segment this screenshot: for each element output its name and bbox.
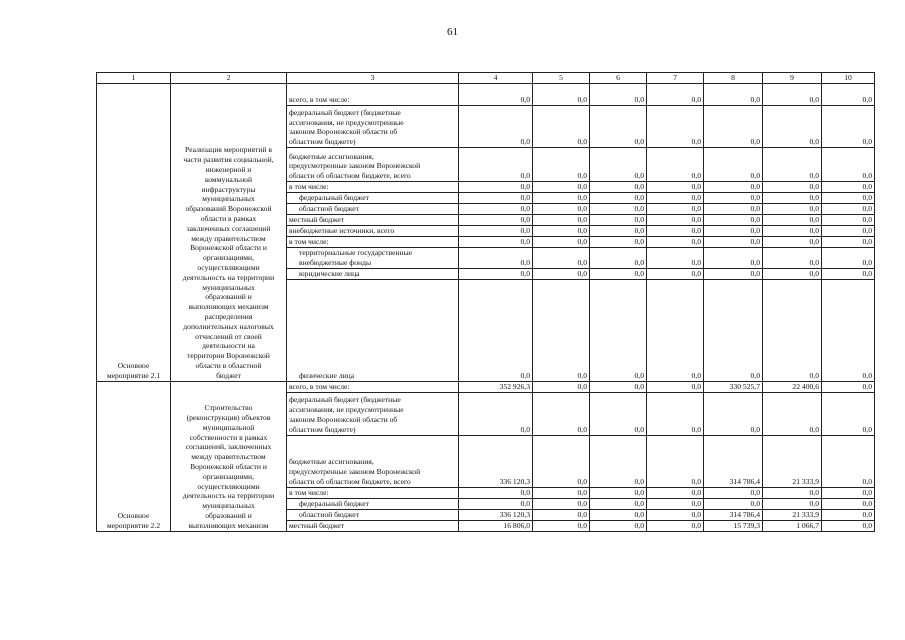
amount-cell: 0,0 bbox=[647, 148, 704, 182]
amount-cell: 0,0 bbox=[704, 204, 763, 215]
amount-cell: 0,0 bbox=[763, 226, 822, 237]
table-body bbox=[97, 73, 875, 532]
amount-cell: 0,0 bbox=[763, 248, 822, 269]
amount-cell: 0,0 bbox=[533, 106, 590, 148]
amount-cell: 0,0 bbox=[590, 279, 647, 381]
funding-source-label: внебюджетные источники, всего bbox=[287, 226, 459, 237]
amount-cell: 0,0 bbox=[763, 268, 822, 279]
amount-cell: 1 066,7 bbox=[763, 520, 822, 531]
amount-cell: 0,0 bbox=[704, 237, 763, 248]
amount-cell: 0,0 bbox=[822, 237, 875, 248]
header-row bbox=[97, 73, 875, 84]
funding-source-label: в том числе: bbox=[287, 237, 459, 248]
funding-source-label: всего, в том числе: bbox=[287, 84, 459, 106]
amount-cell: 0,0 bbox=[459, 279, 533, 381]
amount-cell: 0,0 bbox=[590, 498, 647, 509]
amount-cell: 0,0 bbox=[533, 84, 590, 106]
amount-cell: 0,0 bbox=[704, 498, 763, 509]
funding-source-label: федеральный бюджет (бюджетные ассигнования, не предусмотренные законом Воронежской области об областном бюджете) bbox=[287, 392, 459, 435]
amount-cell: 21 333,9 bbox=[763, 435, 822, 487]
amount-cell: 15 739,3 bbox=[704, 520, 763, 531]
amount-cell: 0,0 bbox=[763, 182, 822, 193]
amount-cell: 0,0 bbox=[533, 226, 590, 237]
amount-cell: 0,0 bbox=[459, 248, 533, 269]
column-header: 4 bbox=[459, 73, 533, 84]
amount-cell: 336 120,3 bbox=[459, 435, 533, 487]
amount-cell: 0,0 bbox=[459, 193, 533, 204]
amount-cell: 0,0 bbox=[533, 509, 590, 520]
amount-cell: 0,0 bbox=[822, 498, 875, 509]
amount-cell: 0,0 bbox=[647, 226, 704, 237]
amount-cell: 0,0 bbox=[533, 193, 590, 204]
amount-cell: 0,0 bbox=[533, 435, 590, 487]
amount-cell: 0,0 bbox=[533, 248, 590, 269]
funding-source-label: федеральный бюджет bbox=[287, 193, 459, 204]
amount-cell: 0,0 bbox=[590, 487, 647, 498]
amount-cell: 0,0 bbox=[647, 509, 704, 520]
amount-cell: 0,0 bbox=[822, 509, 875, 520]
amount-cell: 0,0 bbox=[459, 182, 533, 193]
amount-cell: 0,0 bbox=[459, 106, 533, 148]
column-header: 8 bbox=[704, 73, 763, 84]
amount-cell: 0,0 bbox=[647, 193, 704, 204]
amount-cell: 0,0 bbox=[459, 392, 533, 435]
table-row bbox=[97, 381, 875, 392]
amount-cell: 0,0 bbox=[590, 509, 647, 520]
funding-source-label: бюджетные ассигнования, предусмотренные законом Воронежской области об областном бюджете, всего bbox=[287, 435, 459, 487]
amount-cell: 0,0 bbox=[590, 435, 647, 487]
amount-cell: 0,0 bbox=[704, 279, 763, 381]
funding-source-label: областной бюджет bbox=[287, 509, 459, 520]
amount-cell: 0,0 bbox=[533, 148, 590, 182]
amount-cell: 0,0 bbox=[459, 237, 533, 248]
amount-cell: 0,0 bbox=[704, 392, 763, 435]
funding-source-label: федеральный бюджет bbox=[287, 498, 459, 509]
amount-cell: 336 120,3 bbox=[459, 509, 533, 520]
amount-cell: 0,0 bbox=[459, 268, 533, 279]
amount-cell: 0,0 bbox=[822, 106, 875, 148]
amount-cell: 0,0 bbox=[822, 279, 875, 381]
amount-cell: 314 786,4 bbox=[704, 509, 763, 520]
amount-cell: 0,0 bbox=[459, 204, 533, 215]
amount-cell: 0,0 bbox=[590, 268, 647, 279]
amount-cell: 0,0 bbox=[590, 520, 647, 531]
amount-cell: 0,0 bbox=[459, 215, 533, 226]
table-row bbox=[97, 84, 875, 106]
column-header: 6 bbox=[590, 73, 647, 84]
amount-cell: 0,0 bbox=[533, 268, 590, 279]
amount-cell: 0,0 bbox=[763, 106, 822, 148]
amount-cell: 0,0 bbox=[822, 226, 875, 237]
amount-cell: 0,0 bbox=[704, 215, 763, 226]
amount-cell: 0,0 bbox=[647, 392, 704, 435]
amount-cell: 0,0 bbox=[704, 106, 763, 148]
column-header: 2 bbox=[171, 73, 287, 84]
amount-cell: 0,0 bbox=[647, 237, 704, 248]
amount-cell: 0,0 bbox=[590, 215, 647, 226]
amount-cell: 0,0 bbox=[647, 215, 704, 226]
amount-cell: 0,0 bbox=[763, 279, 822, 381]
amount-cell: 0,0 bbox=[647, 381, 704, 392]
column-header: 9 bbox=[763, 73, 822, 84]
amount-cell: 0,0 bbox=[533, 487, 590, 498]
amount-cell: 0,0 bbox=[647, 106, 704, 148]
amount-cell: 0,0 bbox=[822, 182, 875, 193]
column-header: 7 bbox=[647, 73, 704, 84]
amount-cell: 0,0 bbox=[459, 226, 533, 237]
amount-cell: 0,0 bbox=[647, 487, 704, 498]
amount-cell: 0,0 bbox=[822, 215, 875, 226]
amount-cell: 0,0 bbox=[763, 215, 822, 226]
amount-cell: 314 786,4 bbox=[704, 435, 763, 487]
measure-code: Основное мероприятие 2.1 bbox=[97, 84, 171, 382]
amount-cell: 0,0 bbox=[763, 498, 822, 509]
amount-cell: 0,0 bbox=[590, 204, 647, 215]
amount-cell: 0,0 bbox=[704, 487, 763, 498]
funding-source-label: бюджетные ассигнования, предусмотренные законом Воронежской области об областном бюджете, всего bbox=[287, 148, 459, 182]
amount-cell: 0,0 bbox=[590, 237, 647, 248]
amount-cell: 0,0 bbox=[647, 182, 704, 193]
funding-source-label: федеральный бюджет (бюджетные ассигнования, не предусмотренные законом Воронежской области об областном бюджете) bbox=[287, 106, 459, 148]
amount-cell: 0,0 bbox=[704, 268, 763, 279]
amount-cell: 0,0 bbox=[763, 487, 822, 498]
amount-cell: 330 525,7 bbox=[704, 381, 763, 392]
amount-cell: 0,0 bbox=[704, 148, 763, 182]
amount-cell: 0,0 bbox=[704, 182, 763, 193]
amount-cell: 0,0 bbox=[459, 498, 533, 509]
amount-cell: 0,0 bbox=[533, 204, 590, 215]
measure-description: Реализация мероприятий в части развития социальной, инженерной и коммунальной инфраструктуры муниципальных образований Воронежской области в рамках заключенных соглашений между правительством Воронежской области и организациями, осуществляющими деятельность на территории муниципальных образований и выполняющих механизм распределения дополнительных налоговых отчислений от своей деятельности на территории Воронежской области в областной бюджет bbox=[171, 84, 287, 382]
funding-source-label: областной бюджет bbox=[287, 204, 459, 215]
amount-cell: 0,0 bbox=[459, 148, 533, 182]
amount-cell: 0,0 bbox=[590, 182, 647, 193]
page-number: 61 bbox=[447, 26, 458, 38]
funding-source-label: местный бюджет bbox=[287, 215, 459, 226]
amount-cell: 0,0 bbox=[704, 84, 763, 106]
amount-cell: 0,0 bbox=[590, 148, 647, 182]
funding-source-label: всего, в том числе: bbox=[287, 381, 459, 392]
budget-table bbox=[96, 72, 875, 532]
amount-cell: 0,0 bbox=[704, 193, 763, 204]
amount-cell: 0,0 bbox=[763, 204, 822, 215]
amount-cell: 0,0 bbox=[822, 392, 875, 435]
column-header: 3 bbox=[287, 73, 459, 84]
funding-source-label: в том числе: bbox=[287, 487, 459, 498]
amount-cell: 0,0 bbox=[647, 498, 704, 509]
amount-cell: 0,0 bbox=[822, 248, 875, 269]
measure-code: Основное мероприятие 2.2 bbox=[97, 381, 171, 531]
amount-cell: 0,0 bbox=[459, 487, 533, 498]
amount-cell: 16 806,0 bbox=[459, 520, 533, 531]
amount-cell: 0,0 bbox=[590, 392, 647, 435]
funding-source-label: юридические лица bbox=[287, 268, 459, 279]
funding-source-label: физические лица bbox=[287, 279, 459, 381]
amount-cell: 0,0 bbox=[590, 84, 647, 106]
amount-cell: 0,0 bbox=[763, 148, 822, 182]
amount-cell: 0,0 bbox=[647, 248, 704, 269]
amount-cell: 21 333,9 bbox=[763, 509, 822, 520]
amount-cell: 0,0 bbox=[459, 84, 533, 106]
amount-cell: 0,0 bbox=[704, 226, 763, 237]
funding-source-label: территориальные государственные внебюджетные фонды bbox=[287, 248, 459, 269]
funding-source-label: местный бюджет bbox=[287, 520, 459, 531]
amount-cell: 0,0 bbox=[822, 520, 875, 531]
amount-cell: 0,0 bbox=[533, 182, 590, 193]
amount-cell: 0,0 bbox=[822, 148, 875, 182]
amount-cell: 0,0 bbox=[590, 193, 647, 204]
amount-cell: 0,0 bbox=[590, 248, 647, 269]
amount-cell: 0,0 bbox=[647, 520, 704, 531]
amount-cell: 0,0 bbox=[822, 381, 875, 392]
amount-cell: 0,0 bbox=[647, 84, 704, 106]
amount-cell: 0,0 bbox=[822, 435, 875, 487]
column-header: 10 bbox=[822, 73, 875, 84]
amount-cell: 0,0 bbox=[647, 204, 704, 215]
amount-cell: 0,0 bbox=[647, 435, 704, 487]
amount-cell: 0,0 bbox=[763, 392, 822, 435]
amount-cell: 0,0 bbox=[763, 84, 822, 106]
amount-cell: 0,0 bbox=[533, 279, 590, 381]
amount-cell: 0,0 bbox=[590, 381, 647, 392]
amount-cell: 0,0 bbox=[822, 268, 875, 279]
amount-cell: 0,0 bbox=[533, 381, 590, 392]
amount-cell: 0,0 bbox=[590, 106, 647, 148]
amount-cell: 0,0 bbox=[822, 193, 875, 204]
column-header: 1 bbox=[97, 73, 171, 84]
amount-cell: 0,0 bbox=[533, 215, 590, 226]
funding-source-label: в том числе: bbox=[287, 182, 459, 193]
amount-cell: 0,0 bbox=[533, 392, 590, 435]
amount-cell: 0,0 bbox=[822, 487, 875, 498]
amount-cell: 0,0 bbox=[533, 498, 590, 509]
amount-cell: 0,0 bbox=[590, 226, 647, 237]
amount-cell: 0,0 bbox=[763, 237, 822, 248]
amount-cell: 0,0 bbox=[533, 237, 590, 248]
amount-cell: 0,0 bbox=[763, 193, 822, 204]
amount-cell: 0,0 bbox=[533, 520, 590, 531]
amount-cell: 0,0 bbox=[822, 84, 875, 106]
amount-cell: 0,0 bbox=[704, 248, 763, 269]
amount-cell: 0,0 bbox=[647, 268, 704, 279]
amount-cell: 0,0 bbox=[647, 279, 704, 381]
amount-cell: 22 400,6 bbox=[763, 381, 822, 392]
column-header: 5 bbox=[533, 73, 590, 84]
measure-description: Строительство (реконструкция) объектов муниципальной собственности в рамках соглашений, заключенных между правительством Воронежской области и организациями, осуществляющими деятельность на территории муниципальных образований и выполняющих механизм bbox=[171, 381, 287, 531]
amount-cell: 352 926,3 bbox=[459, 381, 533, 392]
amount-cell: 0,0 bbox=[822, 204, 875, 215]
